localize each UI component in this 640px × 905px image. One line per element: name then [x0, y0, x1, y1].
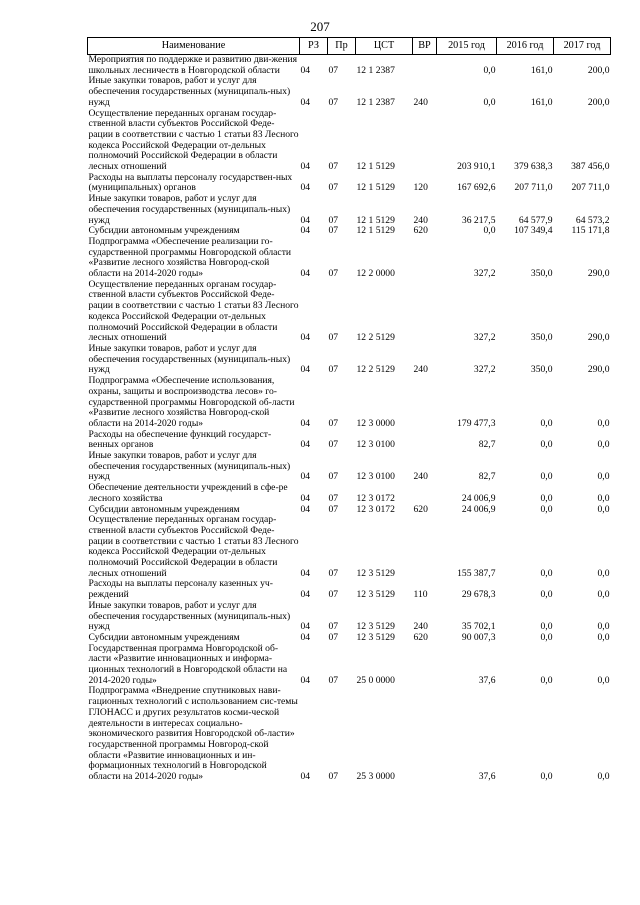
table-row	[88, 280, 611, 344]
row-cst: 12 3 5129	[356, 631, 395, 643]
row-value-2016: 107 349,4	[514, 225, 553, 237]
row-name: Осуществление переданных органам государ-ственной власти субъектов Российской Феде-рации в соответствии с частью 1 статьи 83 Лесного кодекса Российской Федерации от-дельных полномочий Российской Федерации в области лесных отношений	[88, 278, 299, 344]
row-pr: 07	[328, 161, 339, 173]
row-value-2017: 0,0	[597, 674, 610, 686]
row-vr: 620	[413, 503, 428, 515]
row-value-2015: 327,2	[473, 268, 496, 280]
row-cst: 12 3 0100	[356, 439, 395, 451]
row-name: Осуществление переданных органам государ-ственной власти субъектов Российской Феде-рации в соответствии с частью 1 статьи 83 Лесного кодекса Российской Федерации от-дельных полномочий Российской Федерации в области лесных отношений	[88, 514, 299, 579]
row-value-2016: 0,0	[540, 674, 553, 686]
row-value-2016: 350,0	[530, 268, 553, 280]
row-value-2017: 200,0	[587, 96, 610, 108]
row-cst: 12 1 2387	[356, 64, 395, 76]
row-value-2015: 90 007,3	[461, 631, 496, 643]
row-value-2016: 0,0	[540, 417, 553, 429]
row-value-2016: 0,0	[540, 503, 553, 515]
row-value-2015: 29 678,3	[461, 589, 496, 601]
row-value-2017: 0,0	[597, 771, 610, 783]
table-row	[88, 109, 611, 173]
row-pr: 07	[328, 439, 339, 451]
row-value-2015: 0,0	[483, 64, 496, 76]
row-cst: 12 1 5129	[356, 182, 395, 194]
table-row	[88, 686, 611, 782]
row-rz: 04	[300, 96, 311, 108]
row-value-2015: 0,0	[483, 96, 496, 108]
row-value-2017: 200,0	[587, 64, 610, 76]
row-vr: 240	[413, 96, 428, 108]
row-vr	[413, 686, 437, 782]
row-cst: 12 1 5129	[356, 225, 395, 237]
row-name: Обеспечение деятельности учреждений в сфе-ре лесного хозяйства	[88, 482, 288, 504]
row-cst: 25 0 0000	[356, 674, 395, 686]
row-value-2016: 0,0	[540, 631, 553, 643]
row-cst: 25 3 0000	[356, 771, 395, 783]
row-cst: 12 1 2387	[356, 96, 395, 108]
row-pr: 07	[328, 417, 339, 429]
table-row	[88, 430, 611, 451]
row-vr	[413, 280, 437, 344]
table-row	[88, 451, 611, 483]
row-rz: 04	[300, 771, 311, 783]
row-name: Мероприятия по поддержке и развитию дви-жения школьных лесничеств в Новгородской области	[88, 54, 297, 76]
table-row	[88, 579, 611, 600]
row-cst: 12 3 5129	[356, 621, 395, 633]
budget-table	[87, 37, 611, 783]
row-value-2015: 82,7	[478, 471, 496, 483]
table-row	[88, 76, 611, 108]
table-row	[88, 194, 611, 226]
row-vr: 620	[413, 631, 428, 643]
row-rz: 04	[300, 589, 311, 601]
row-rz: 04	[300, 567, 311, 579]
row-name: Осуществление переданных органам государ-ственной власти субъектов Российской Феде-рации в соответствии с частью 1 статьи 83 Лесного кодекса Российской Федерации от-дельных полномочий Российской Федерации в области лесных отношений	[88, 107, 299, 173]
row-pr: 07	[328, 492, 339, 504]
row-rz: 04	[300, 182, 311, 194]
row-value-2017: 0,0	[597, 589, 610, 601]
row-value-2016: 161,0	[530, 64, 553, 76]
row-name: Субсидии автономным учреждениям	[88, 631, 240, 643]
row-pr: 07	[328, 332, 339, 344]
row-rz: 04	[300, 417, 311, 429]
row-pr: 07	[328, 621, 339, 633]
row-name: Подпрограмма «Обеспечение использования, охраны, защиты и воспроизводства лесов» го-сударственной программы Новгородской об-ласти «Развитие лесного хозяйства Новгород-ской области на 2014-2020 годы»	[88, 375, 295, 429]
row-value-2016: 0,0	[540, 771, 553, 783]
row-value-2015: 36 217,5	[461, 214, 496, 226]
row-value-2016: 0,0	[540, 567, 553, 579]
row-cst: 12 3 0100	[356, 471, 395, 483]
header-name: Наименование	[88, 38, 300, 55]
row-pr: 07	[328, 631, 339, 643]
row-value-2017: 387 456,0	[571, 161, 610, 173]
row-value-2017: 0,0	[597, 503, 610, 515]
row-cst: 12 3 0172	[356, 503, 395, 515]
table-header-row	[88, 38, 611, 55]
row-rz: 04	[300, 492, 311, 504]
table-body	[88, 55, 611, 783]
row-vr: 240	[413, 214, 428, 226]
row-name: Иные закупки товаров, работ и услуг для обеспечения государственных (муниципаль-ных) нужд	[88, 599, 291, 633]
row-pr: 07	[328, 471, 339, 483]
table-row	[88, 344, 611, 376]
row-cst: 12 3 0172	[356, 492, 395, 504]
row-value-2016: 207 711,0	[514, 182, 553, 194]
row-name: Иные закупки товаров, работ и услуг для обеспечения государственных (муниципаль-ных) нужд	[88, 193, 291, 226]
row-vr	[413, 237, 437, 280]
row-cst: 12 2 5129	[356, 332, 395, 344]
row-name: Иные закупки товаров, работ и услуг для обеспечения государственных (муниципаль-ных) нужд	[88, 342, 291, 376]
row-value-2017: 0,0	[597, 567, 610, 579]
row-rz: 04	[300, 64, 311, 76]
row-cst: 12 2 0000	[356, 268, 395, 280]
row-rz: 04	[300, 225, 311, 237]
row-vr	[413, 109, 437, 173]
row-value-2015: 0,0	[483, 225, 496, 237]
header-rz: РЗ	[300, 38, 328, 55]
row-value-2016: 0,0	[540, 471, 553, 483]
row-value-2015: 37,6	[478, 674, 496, 686]
header-2016: 2016 год	[497, 38, 554, 55]
row-name: Государственная программа Новгородской об-ласти «Развитие инновационных и информа-ционных технологий в Новгородской области на 2014-2020 годы»	[88, 642, 288, 686]
row-name: Иные закупки товаров, работ и услуг для обеспечения государственных (муниципаль-ных) нужд	[88, 450, 291, 483]
row-rz: 04	[300, 332, 311, 344]
row-rz: 04	[300, 503, 311, 515]
row-rz: 04	[300, 631, 311, 643]
row-name: Расходы на обеспечение функций государст-венных органов	[88, 428, 272, 451]
row-value-2016: 64 577,9	[518, 214, 553, 226]
row-pr: 07	[328, 225, 339, 237]
row-name: Подпрограмма «Внедрение спутниковых нави-гационных технологий с использованием сис-темы ГЛОНАСС и других результатов косми-ческой деятельности в интересах социально-экономического развития Новгородской об-ласти» государственной программы Новгород-ской области «Развитие инновационных и ин-формационных технологий в Новгородской области на 2014-2020 годы»	[88, 685, 298, 783]
row-value-2017: 0,0	[597, 492, 610, 504]
row-vr	[413, 430, 437, 451]
table-row	[88, 376, 611, 430]
page-number: 207	[310, 19, 330, 34]
row-rz: 04	[300, 439, 311, 451]
row-pr: 07	[328, 268, 339, 280]
row-value-2015: 327,2	[473, 332, 496, 344]
row-vr: 240	[413, 471, 428, 483]
row-name: Иные закупки товаров, работ и услуг для обеспечения государственных (муниципаль-ных) нужд	[88, 75, 291, 108]
row-vr: 240	[413, 364, 428, 376]
row-value-2017: 64 573,2	[575, 214, 610, 226]
row-value-2016: 350,0	[530, 364, 553, 376]
row-value-2015: 24 006,9	[461, 503, 496, 515]
row-value-2017: 0,0	[597, 631, 610, 643]
row-cst: 12 1 5129	[356, 161, 395, 173]
row-pr: 07	[328, 96, 339, 108]
row-value-2015: 82,7	[478, 439, 496, 451]
row-cst: 12 2 5129	[356, 364, 395, 376]
row-pr: 07	[328, 503, 339, 515]
table-row	[88, 601, 611, 633]
row-value-2016: 0,0	[540, 621, 553, 633]
row-vr	[413, 55, 437, 77]
table-row	[88, 173, 611, 194]
row-value-2015: 24 006,9	[461, 492, 496, 504]
header-pr: Пр	[328, 38, 356, 55]
table-row	[88, 55, 611, 77]
row-vr: 240	[413, 621, 428, 633]
row-value-2016: 379 638,3	[514, 161, 553, 173]
table-row	[88, 483, 611, 504]
row-value-2015: 155 387,7	[457, 567, 496, 579]
row-pr: 07	[328, 214, 339, 226]
header-vr: ВР	[413, 38, 437, 55]
row-rz: 04	[300, 214, 311, 226]
row-value-2017: 115 171,8	[571, 225, 610, 237]
row-vr	[413, 376, 437, 430]
row-value-2016: 0,0	[540, 589, 553, 601]
row-rz: 04	[300, 621, 311, 633]
row-value-2015: 37,6	[478, 771, 496, 783]
row-name: Субсидии автономным учреждениям	[88, 503, 240, 515]
row-value-2015: 203 910,1	[457, 161, 496, 173]
row-value-2016: 161,0	[530, 96, 553, 108]
row-value-2017: 0,0	[597, 439, 610, 451]
row-name: Расходы на выплаты персоналу казенных уч-реждений	[88, 578, 273, 601]
row-vr: 110	[413, 589, 428, 601]
table-row	[88, 644, 611, 687]
row-pr: 07	[328, 589, 339, 601]
row-value-2017: 0,0	[597, 471, 610, 483]
row-rz: 04	[300, 471, 311, 483]
row-value-2015: 327,2	[473, 364, 496, 376]
row-pr: 07	[328, 771, 339, 783]
row-pr: 07	[328, 567, 339, 579]
row-cst: 12 3 5129	[356, 589, 395, 601]
row-vr	[413, 515, 437, 579]
row-name: Расходы на выплаты персоналу государствен-ных (муниципальных) органов	[88, 171, 293, 194]
row-value-2017: 0,0	[597, 621, 610, 633]
row-name: Субсидии автономным учреждениям	[88, 225, 240, 237]
table-row	[88, 515, 611, 579]
row-rz: 04	[300, 161, 311, 173]
row-pr: 07	[328, 674, 339, 686]
row-value-2017: 290,0	[587, 332, 610, 344]
header-cst: ЦСТ	[356, 38, 413, 55]
row-name: Подпрограмма «Обеспечение реализации го-сударственной программы Новгородской области «Развитие лесного хозяйства Новгород-ской области на 2014-2020 годы»	[88, 235, 292, 280]
table-row	[88, 237, 611, 280]
row-value-2016: 0,0	[540, 439, 553, 451]
row-value-2017: 290,0	[587, 268, 610, 280]
row-vr: 120	[413, 182, 428, 194]
row-rz: 04	[300, 268, 311, 280]
row-vr: 620	[413, 225, 428, 237]
row-cst: 12 3 5129	[356, 567, 395, 579]
row-value-2015: 179 477,3	[457, 417, 496, 429]
row-rz: 04	[300, 674, 311, 686]
row-pr: 07	[328, 364, 339, 376]
row-vr	[413, 644, 437, 687]
row-vr	[413, 483, 437, 504]
row-value-2016: 0,0	[540, 492, 553, 504]
row-value-2017: 0,0	[597, 417, 610, 429]
row-pr: 07	[328, 64, 339, 76]
header-2015: 2015 год	[437, 38, 497, 55]
row-value-2016: 350,0	[530, 332, 553, 344]
row-cst: 12 3 0000	[356, 417, 395, 429]
row-value-2017: 207 711,0	[571, 182, 610, 194]
row-value-2017: 290,0	[587, 364, 610, 376]
row-value-2015: 167 692,6	[457, 182, 496, 194]
header-2017: 2017 год	[554, 38, 611, 55]
row-rz: 04	[300, 364, 311, 376]
row-pr: 07	[328, 182, 339, 194]
row-value-2015: 35 702,1	[461, 621, 496, 633]
row-cst: 12 1 5129	[356, 214, 395, 226]
